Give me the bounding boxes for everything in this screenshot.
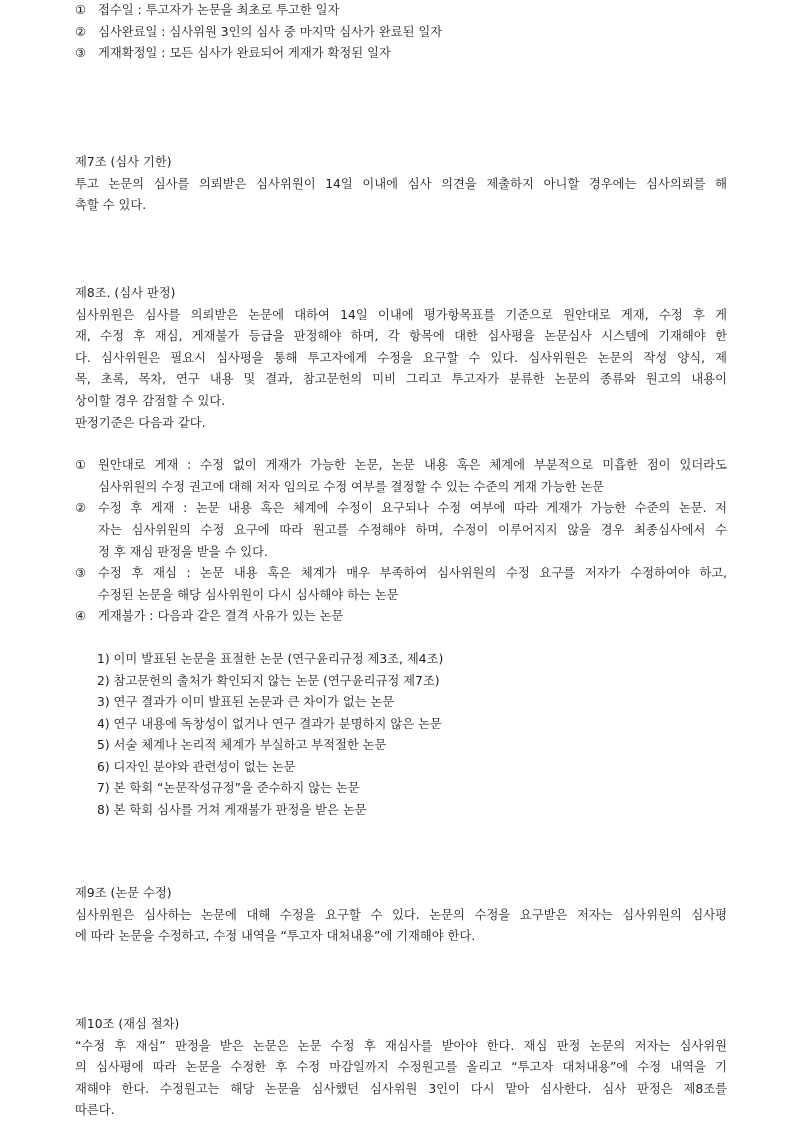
article-heading: 제8조. (심사 판정)	[75, 286, 176, 300]
list-marker: ③	[75, 566, 87, 581]
paragraph-line: 의 심사평에 따라 논문을 수정한 후 수정 마감일까지 수정원고를 올리고 “투고자 대처내용”에 수정 내역을 기	[75, 1060, 727, 1075]
criteria-line: 수정된 논문을 해당 심사위원이 다시 심사해야 하는 논문	[98, 587, 399, 602]
criteria-item	[75, 498, 727, 563]
article-10	[75, 1014, 727, 1122]
list-text: 접수일 : 투고자가 논문을 최초로 투고한 일자	[98, 3, 340, 17]
list-item: 3) 연구 결과가 이미 발표된 논문과 큰 차이가 없는 논문	[97, 695, 395, 710]
list-text: 게재확정일 : 모든 심사가 완료되어 게재가 확정된 일자	[98, 46, 391, 61]
list-marker: ②	[75, 501, 87, 516]
article-heading: 제10조 (재심 절차)	[75, 1017, 180, 1031]
criteria-line: 수정 후 게재 : 논문 내용 혹은 체계에 수정이 요구되나 수정 여부에 따라 게재가 가능한 수준의 논문. 저	[98, 501, 727, 516]
criteria-item	[75, 606, 727, 628]
list-item: 7) 본 학회 “논문작성규정”을 준수하지 않는 논문	[97, 781, 360, 796]
list-item	[75, 0, 727, 22]
paragraph-line: 심사위원은 심사하는 논문에 대해 수정을 요구할 수 있다. 논문의 수정을 요구받은 저자는 심사위원의 심사평	[75, 907, 727, 922]
list-marker: ②	[75, 24, 87, 39]
paragraph-line: 따른다.	[75, 1103, 115, 1118]
article-9	[75, 883, 727, 948]
paragraph-line: 목, 초록, 목차, 연구 내용 및 결과, 참고문헌의 미비 그리고 투고자가 분류한 논문의 종류와 원고의 내용이	[75, 372, 727, 387]
list-item: 2) 참고문헌의 출처가 확인되지 않는 논문 (연구윤리규정 제7조)	[97, 673, 440, 688]
paragraph-line: 상이할 경우 감점할 수 있다.	[75, 393, 226, 408]
list-text: 심사완료일 : 심사위원 3인의 심사 중 마지막 심사가 완료된 일자	[98, 24, 443, 39]
article-7	[75, 152, 727, 217]
paragraph-line: 다. 심사위원은 필요시 심사평을 통해 투고자에게 수정을 요구할 수 있다. 심사위원은 논문의 작성 양식, 제	[75, 350, 727, 365]
list-item: 8) 본 학회 심사를 거쳐 게재불가 판정을 받은 논문	[97, 803, 367, 818]
paragraph-line: 심사위원은 심사를 의뢰받은 논문에 대하여 14일 이내에 평가항목표를 기준으로 원안대로 게재, 수정 후 게	[75, 307, 727, 322]
paragraph-line: 투고 논문의 심사를 의뢰받은 심사위원이 14일 이내에 심사 의견을 제출하지 아니할 경우에는 심사의뢰를 해	[75, 176, 727, 191]
list-marker: ④	[75, 609, 87, 624]
article-heading: 제7조 (심사 기한)	[75, 155, 172, 169]
paragraph-line: “수정 후 재심” 판정을 받은 논문은 논문 수정 후 재심사를 받아야 한다. 재심 판정 논문의 저자는 심사위원	[75, 1038, 727, 1053]
list-marker: ③	[75, 46, 87, 61]
criteria-line: 게재불가 : 다음과 같은 결격 사유가 있는 논문	[98, 609, 344, 624]
paragraph-line: 재해야 한다. 수정원고는 해당 논문을 심사했던 심사위원 3인이 다시 맡아 심사한다. 심사 판정은 제8조를	[75, 1081, 727, 1096]
list-marker: ①	[75, 458, 87, 473]
paragraph-line: 판정기준은 다음과 같다.	[75, 415, 206, 430]
criteria-line: 자는 심사위원의 수정 요구에 따라 원고를 수정해야 하며, 수정이 이루어지지 않을 경우 최종심사에서 수	[98, 522, 727, 537]
date-definitions-list	[75, 0, 727, 65]
criteria-line: 원안대로 게재 : 수정 없이 게재가 가능한 논문, 논문 내용 혹은 체계에 부분적으로 미흡한 점이 있더라도	[98, 458, 727, 473]
list-item: 4) 연구 내용에 독창성이 없거나 연구 결과가 분명하지 않은 논문	[97, 716, 442, 731]
criteria-line: 수정 후 재심 : 논문 내용 혹은 체계가 매우 부족하여 심사위원의 수정 요구를 저자가 수정하여야 하고,	[98, 566, 727, 581]
criteria-item	[75, 563, 727, 606]
paragraph-line: 촉할 수 있다.	[75, 198, 147, 213]
list-item	[75, 22, 727, 44]
list-item: 5) 서술 체계나 논리적 체계가 부실하고 부적절한 논문	[97, 738, 387, 753]
rejection-reasons-list	[75, 649, 727, 822]
paragraph-line: 재, 수정 후 재심, 게재불가 등급을 판정해야 하며, 각 항목에 대한 심사평을 논문심사 시스템에 기재해야 한	[75, 329, 727, 344]
list-item	[75, 43, 727, 65]
article-8	[75, 283, 727, 822]
criteria-line: 심사위원의 수정 권고에 대해 저자 임의로 수정 여부를 결정할 수 있는 수준의 게재 가능한 논문	[98, 479, 605, 494]
article-heading: 제9조 (논문 수정)	[75, 886, 172, 900]
criteria-line: 정 후 재심 판정을 받을 수 있다.	[98, 544, 268, 559]
criteria-item	[75, 455, 727, 498]
list-marker: ①	[75, 3, 87, 17]
list-item: 6) 디자인 분야와 관련성이 없는 논문	[97, 759, 296, 774]
paragraph-line: 에 따라 논문을 수정하고, 수정 내역을 “투고자 대처내용”에 기재해야 한다.	[75, 929, 476, 944]
list-item: 1) 이미 발표된 논문을 표절한 논문 (연구윤리규정 제3조, 제4조)	[97, 651, 444, 666]
